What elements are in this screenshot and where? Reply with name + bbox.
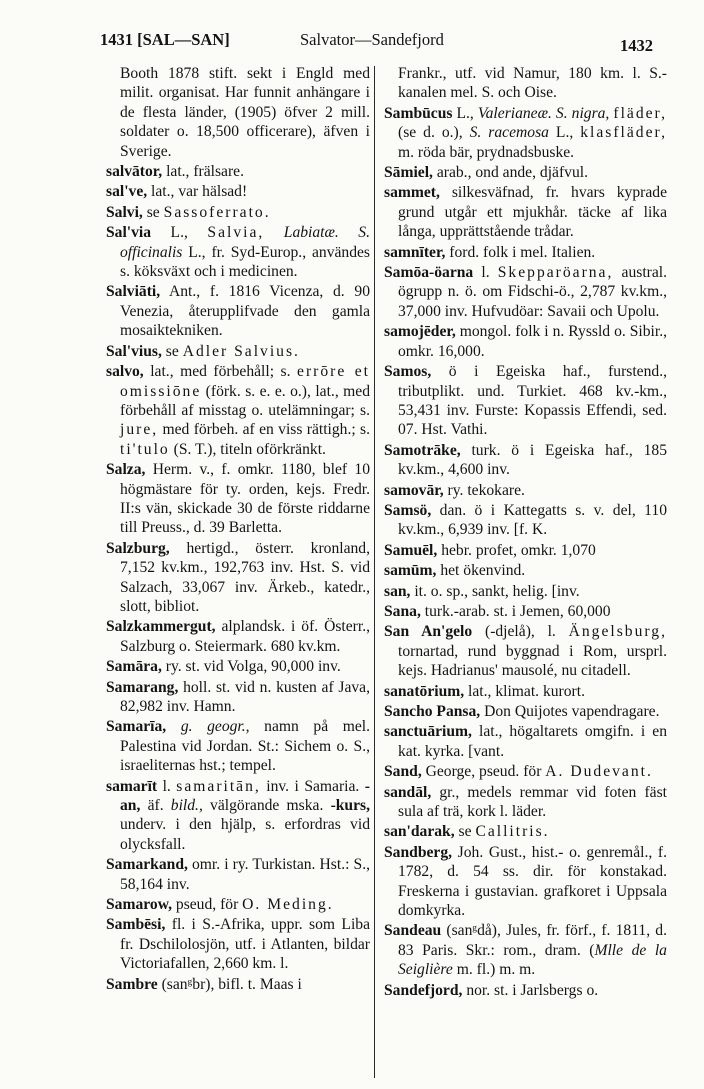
- entry-headword: -kurs,: [330, 797, 370, 815]
- entry-text: lat., frälsare.: [162, 163, 244, 181]
- entry-text: lat., med förbehåll; s.: [143, 363, 298, 381]
- entry-text: fläder,: [613, 104, 668, 122]
- dictionary-entry: [106, 539, 370, 617]
- entry-headword: Samōa-öarna: [384, 264, 474, 282]
- entry-text: Sassoferrato.: [163, 203, 271, 221]
- entry-text: underv. i den hjälp, s. erfordras vid olycksfall.: [120, 816, 370, 853]
- entry-text: het ökenvind.: [436, 562, 526, 580]
- entry-headword: Salvi,: [106, 203, 143, 221]
- dictionary-entry: [106, 678, 370, 717]
- entry-text: Herm. v., f. omkr. 1180, blef 10 högmästare för ty. orden, kejs. Fredr. II:s vän, skickade 30 de förste riddarne till Preuss., d. 39 Barletta.: [120, 461, 370, 537]
- entry-headword: Samos,: [384, 363, 432, 381]
- dictionary-entry: [384, 602, 667, 621]
- entry-text: it. o. sp., sankt, helig. [inv.: [410, 582, 580, 600]
- entry-text: alplandsk. i öf. Österr., Salzburg o. Steiermark. 680 kv.km.: [120, 618, 370, 655]
- dictionary-entry: [384, 541, 667, 560]
- dictionary-entry: [106, 362, 370, 459]
- entry-headword: Sal'vius,: [106, 342, 162, 360]
- entry-headword: sal've,: [106, 183, 148, 201]
- page-number-left: 1431: [100, 30, 133, 49]
- entry-text: jure,: [120, 421, 159, 439]
- dictionary-entry: [384, 921, 667, 979]
- entry-text: (S. T.), titeln oförkränkt.: [169, 440, 326, 458]
- entry-text: Don Quijotes vapendragare.: [480, 703, 660, 720]
- dictionary-entry: [106, 203, 370, 222]
- entry-text: l.: [473, 264, 498, 282]
- entry-text: arab., ond ande, djäfvul.: [432, 164, 588, 182]
- entry-headword: sanctuārium,: [384, 723, 472, 741]
- page-header: [0, 30, 704, 60]
- entry-text: hertigd., österr. kronland, 7,152 kv.km., 192,763 inv. Hst. S. vid Salzach, 33,067 inv. Ärkeb., katedr., slott, bibliot.: [120, 539, 370, 615]
- entry-headword: Samotrāke,: [384, 441, 461, 459]
- dictionary-entry: [106, 64, 370, 161]
- dictionary-entry: [106, 855, 370, 894]
- entry-text: (sanᵍdå), Jules, fr. förf., f. 1811, d. 83 Paris. Skr.: rom., dram. (: [398, 922, 667, 959]
- entry-headword: San An'gelo: [384, 623, 473, 641]
- entry-headword: Sambēsi,: [106, 916, 166, 934]
- running-title: Salvator—Sandefjord: [300, 30, 444, 49]
- entry-text: Valerianeæ. S. nigra,: [477, 104, 610, 122]
- dictionary-entry: [384, 481, 667, 500]
- dictionary-entry: [384, 322, 667, 361]
- dictionary-entry: [384, 981, 667, 1000]
- dictionary-entry: [384, 622, 667, 680]
- entry-text: L.,: [452, 104, 478, 122]
- dictionary-entry: [384, 722, 667, 761]
- entry-text: turk. ö i Egeiska haf., 185 kv.km., 4,600 inv.: [398, 441, 667, 479]
- dictionary-entry: [106, 182, 370, 201]
- dictionary-entry: [106, 657, 370, 676]
- entry-text: Salvia,: [207, 224, 265, 242]
- dictionary-entry: [384, 822, 667, 841]
- entry-headword: salvo,: [106, 363, 144, 381]
- entry-text: Booth 1878 stift. sekt i Engld med milit. organisat. Har funnit anhängare i de flesta länder, (1905) öfver 2 mill. soldater o. 18,500 officerare), äfven i Sverige.: [120, 65, 370, 160]
- entry-text: g. geogr.,: [180, 718, 250, 736]
- entry-headword: Sandberg,: [384, 843, 453, 861]
- dictionary-entry: [106, 162, 370, 181]
- entry-headword: Samarow,: [106, 896, 172, 914]
- dictionary-entry: [106, 895, 370, 914]
- dictionary-entry: [106, 915, 370, 973]
- header-left: [100, 30, 230, 50]
- entry-headword: Sambūcus: [384, 104, 453, 122]
- entry-headword: Sal'via: [106, 224, 152, 242]
- dictionary-entry: [384, 843, 667, 921]
- dictionary-entry: [384, 682, 667, 701]
- entry-text: dan. ö i Kattegatts s. v. del, 110 kv.km., 6,939 inv. [f. K.: [398, 501, 667, 539]
- dictionary-entry: [384, 362, 667, 440]
- entry-text: l.: [157, 777, 177, 795]
- entry-headword: samojēder,: [384, 323, 456, 341]
- entry-text: Ängelsburg,: [568, 623, 667, 641]
- entry-headword: Sandefjord,: [384, 981, 463, 999]
- section-range: [SAL—SAN]: [137, 30, 230, 49]
- entry-text: (sanᵍbr), bifl. t. Maas i: [157, 975, 302, 993]
- entry-text: S. racemosa: [469, 124, 549, 142]
- entry-headword: -an,: [120, 777, 370, 815]
- entry-text: ti'tulo: [120, 440, 170, 458]
- entry-text: bild.,: [170, 797, 203, 815]
- entry-text: [264, 224, 284, 241]
- entry-headword: Sana,: [384, 602, 421, 620]
- entry-text: nor. st. i Jarlsbergs o.: [462, 981, 599, 999]
- entry-headword: sandāl,: [384, 783, 432, 801]
- dictionary-entry: [384, 762, 667, 781]
- entry-text: m. röda bär, prydnadsbuske.: [398, 143, 575, 161]
- entry-headword: Salviāti,: [106, 283, 161, 301]
- entry-text: Labiatæ. S. officinalis: [120, 224, 371, 261]
- entry-text: namn på mel. Palestina vid Jordan. St.: Sichem o. S., israeliternas hst.; tempel.: [120, 718, 371, 775]
- dictionary-entry: [106, 975, 370, 994]
- entry-text: lat., högaltarets omgifn. i en kat. kyrka. [vant.: [398, 723, 667, 760]
- entry-text: Frankr., utf. vid Namur, 180 km. l. S.-kanalen mel. S. och Oise.: [398, 65, 667, 102]
- entry-text: välgörande mska.: [202, 797, 331, 815]
- entry-text: silkesväfnad, fr. hvars kyprade grund utgår ett mjukhår. täcke af lika långa, upprättstående trådar.: [398, 184, 667, 241]
- entry-text: holl. st. vid n. kusten af Java, 82,982 inv. Hamn.: [120, 678, 370, 715]
- entry-text: lat., var hälsad!: [147, 183, 248, 201]
- dictionary-entry: [106, 223, 370, 281]
- entry-text: fl. i S.-Afrika, uppr. som Liba fr. Dschilolosjön, utf. i Atlanten, bildar Victoriafallen, 2,660 km. l.: [120, 916, 370, 973]
- dictionary-entry: [106, 342, 370, 361]
- dictionary-entry: [384, 582, 667, 601]
- entry-text: O. Meding.: [242, 896, 334, 914]
- entry-text: gr., medels remmar vid foten fäst sula af trä, kork l. läder.: [398, 783, 667, 821]
- entry-text: tornartad, rund byggnad i Rom, ursprl. kejs. Hadrianus' mausolé, nu citadell.: [398, 642, 667, 680]
- entry-text: omr. i ry. Turkistan. Hst.: S., 58,164 inv.: [120, 856, 370, 893]
- entry-text: se: [454, 823, 476, 841]
- dictionary-entry: [384, 263, 667, 321]
- entry-text: se: [142, 203, 164, 221]
- entry-text: äf.: [140, 797, 171, 815]
- entry-headword: Samarīa,: [106, 718, 167, 736]
- entry-headword: Salzkammergut,: [106, 618, 216, 636]
- entry-text: [166, 718, 181, 735]
- entry-text: inv. i Samaria.: [260, 777, 365, 795]
- entry-text: (-djelå), l.: [472, 623, 569, 641]
- entry-headword: Sandeau: [384, 922, 442, 940]
- entry-text: ford. folk i mel. Italien.: [445, 243, 596, 261]
- dictionary-entry: [384, 561, 667, 580]
- entry-headword: Samarkand,: [106, 856, 188, 874]
- entry-text: (förk. s. e. e. o.), lat., med förbehåll af misstag o. utelämningar; s.: [120, 382, 370, 419]
- dictionary-entry: [384, 441, 667, 480]
- entry-text: George, pseud. för: [421, 763, 546, 781]
- entry-text: austral. ögrupp n. ö. om Fidschi-ö., 2,787 kv.km., 37,000 inv. Hufvudöar: Savaii och Upolu.: [398, 264, 667, 320]
- entry-text: samaritān,: [176, 777, 261, 795]
- entry-headword: salvātor,: [106, 163, 163, 181]
- dictionary-entry: [384, 64, 667, 103]
- entry-text: med förbeh. af en viss rättigh.; s.: [158, 421, 370, 439]
- dictionary-entry: [384, 243, 667, 262]
- page-number-right: 1432: [620, 36, 653, 55]
- entry-headword: sammet,: [384, 184, 440, 202]
- entry-text: Ant., f. 1816 Vicenza, d. 90 Venezia, återupplifvade den gamla mosaiktekniken.: [120, 283, 370, 340]
- entry-text: ry. st. vid Volga, 90,000 inv.: [161, 658, 341, 676]
- dictionary-entry: [384, 783, 667, 822]
- entry-text: se: [161, 342, 183, 360]
- entry-text: (se d. o.),: [398, 124, 470, 142]
- entry-headword: samarīt: [106, 777, 158, 795]
- entry-headword: samnīter,: [384, 243, 446, 261]
- dictionary-entry: [384, 104, 667, 162]
- entry-text: A. Dudevant.: [545, 763, 653, 781]
- entry-text: m. fl.) m. m.: [452, 961, 536, 979]
- entry-text: Joh. Gust., hist.- o. genremål., f. 1782, d. 54 ss. dir. för konstakad. Freskerna i gustavian. grafkoret i Uppsala domkyrka.: [398, 843, 667, 920]
- dictionary-entry: [384, 702, 667, 721]
- entry-text: klasfläder,: [580, 124, 667, 142]
- entry-text: errōre et omissiōne: [120, 363, 371, 400]
- dictionary-entry: [384, 163, 667, 182]
- column-divider: [374, 66, 375, 1078]
- entry-headword: Salzburg,: [106, 539, 170, 557]
- entry-headword: Sambre: [106, 975, 158, 993]
- dictionary-entry: [384, 501, 667, 540]
- entry-text: Callitris.: [475, 823, 550, 841]
- right-column: [384, 64, 667, 1001]
- entry-headword: samūm,: [384, 562, 437, 580]
- dictionary-entry: [384, 183, 667, 241]
- entry-headword: san,: [384, 582, 411, 600]
- entry-headword: Samuēl,: [384, 541, 438, 559]
- entry-text: Adler Salvius.: [182, 342, 300, 360]
- entry-text: L., fr. Syd-Europ., användes s. köksväxt och i medicinen.: [120, 243, 370, 281]
- entry-headword: Salza,: [106, 461, 146, 479]
- entry-headword: sanatōrium,: [384, 682, 465, 700]
- dictionary-entry: [106, 460, 370, 538]
- entry-text: hebr. profet, omkr. 1,070: [437, 541, 596, 559]
- entry-headword: Sāmiel,: [384, 164, 433, 182]
- entry-text: mongol. folk i n. Ryssld o. Sibir., omkr. 16,000.: [398, 323, 667, 360]
- entry-headword: Samāra,: [106, 658, 162, 676]
- left-column: [106, 64, 370, 995]
- entry-headword: samovār,: [384, 481, 444, 499]
- dictionary-entry: [106, 717, 370, 775]
- entry-text: Mlle de la Seiglière: [398, 941, 667, 979]
- entry-text: L.,: [548, 124, 581, 142]
- dictionary-entry: [106, 282, 370, 340]
- dictionary-entry: [106, 777, 370, 855]
- entry-text: L.,: [151, 224, 208, 242]
- entry-text: ry. tekokare.: [443, 481, 525, 499]
- entry-headword: Samarang,: [106, 678, 179, 696]
- dictionary-entry: [106, 617, 370, 656]
- entry-text: Skepparöarna,: [497, 264, 614, 282]
- entry-text: lat., klimat. kurort.: [464, 682, 585, 700]
- entry-text: turk.-arab. st. i Jemen, 60,000: [420, 602, 611, 620]
- entry-headword: Samsö,: [384, 501, 432, 519]
- entry-headword: Sand,: [384, 763, 422, 781]
- entry-headword: san'darak,: [384, 823, 455, 841]
- entry-text: ö i Egeiska haf., furstend., tributplikt. und. Turkiet. 468 kv.-km., 53,431 inv. Furste: Kopassis Effendi, sed. 07. Hst. Vathi.: [398, 363, 667, 439]
- entry-text: pseud, för: [172, 896, 243, 914]
- entry-headword: Sancho Pansa,: [384, 703, 481, 720]
